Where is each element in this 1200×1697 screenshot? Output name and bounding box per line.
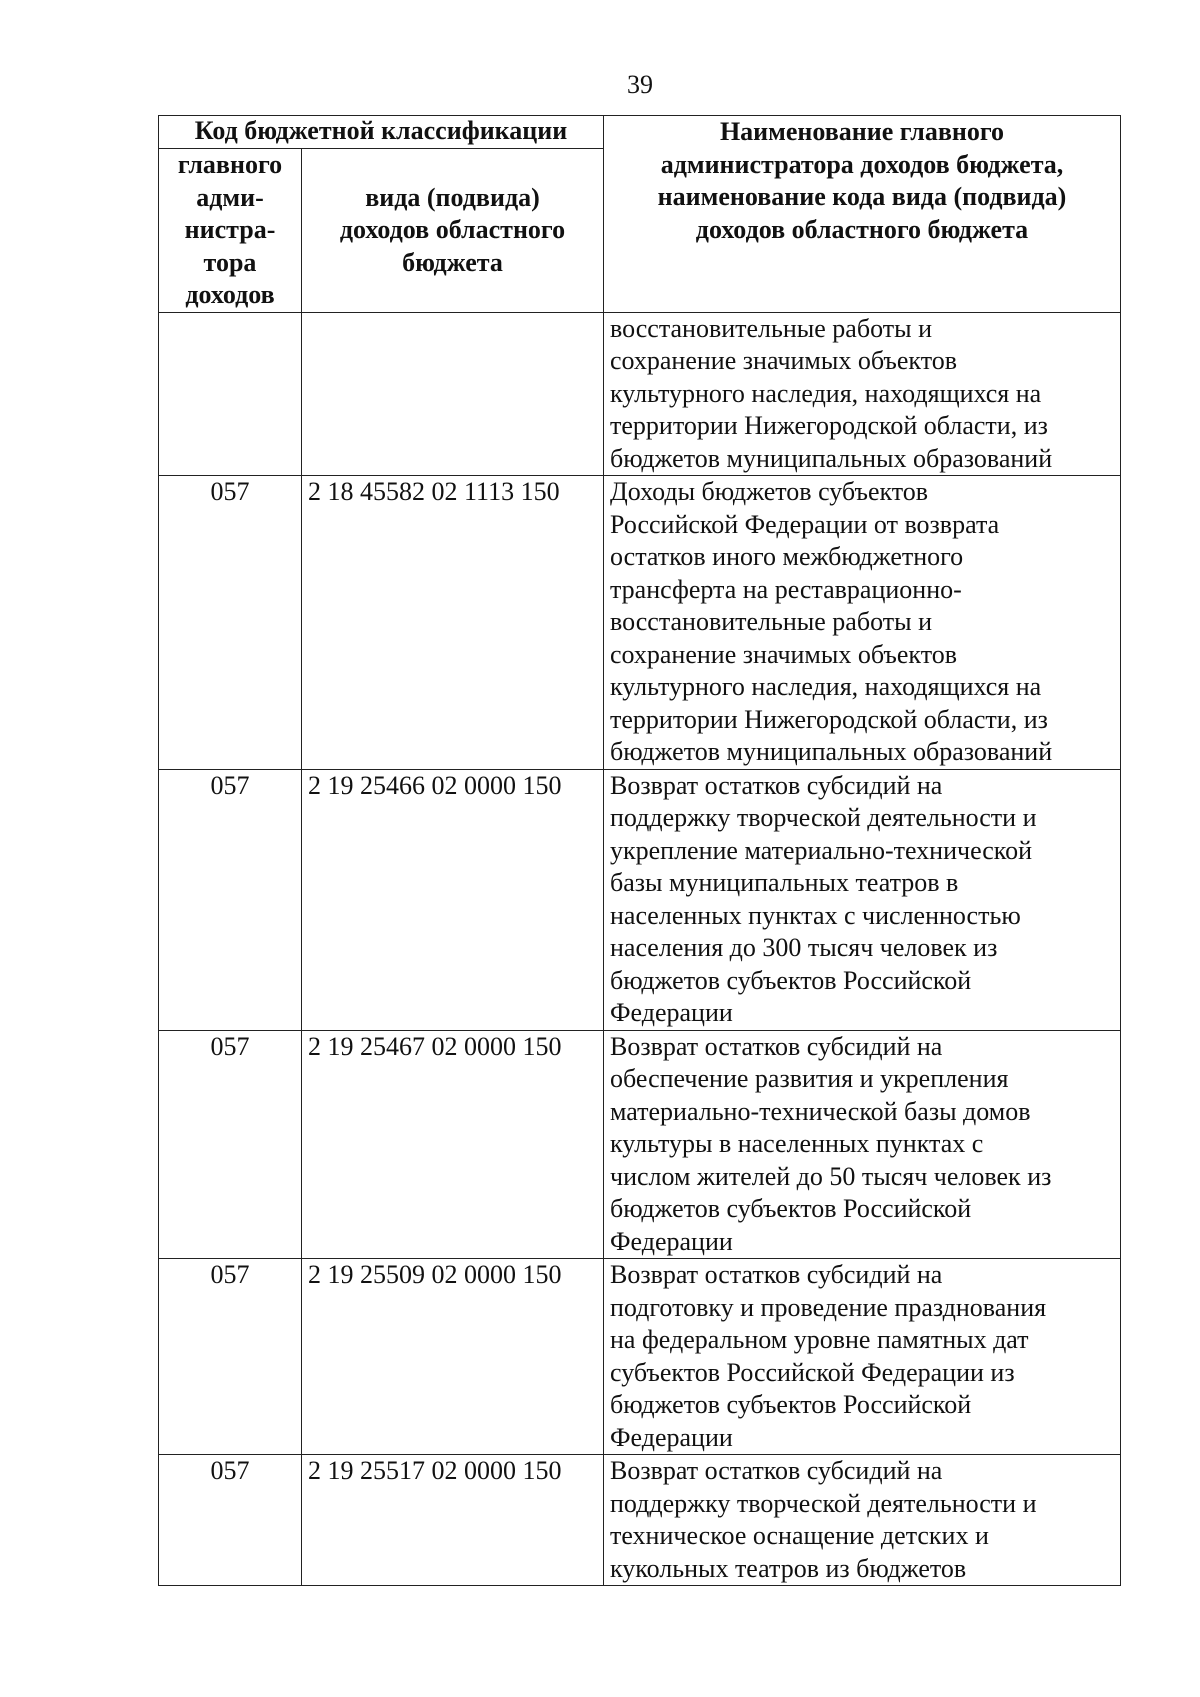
- code-column-header: [302, 149, 604, 313]
- header-line: наименование кода вида (подвида): [657, 182, 1067, 211]
- description-cell: [604, 476, 1121, 770]
- description-cell: [604, 312, 1121, 476]
- description-line: базы муниципальных театров в: [610, 868, 959, 897]
- description-line: восстановительные работы и: [610, 607, 932, 636]
- description-line: Федерации: [610, 1226, 733, 1256]
- admin-code-cell: [159, 312, 302, 476]
- header-row-group: [159, 116, 1121, 149]
- description-line: кукольных театров из бюджетов: [610, 1553, 967, 1583]
- budget-classification-table: [158, 115, 1121, 1586]
- header-line: вида (подвида): [365, 182, 540, 212]
- description-line: Возврат остатков субсидий на: [610, 770, 943, 800]
- table-row: [159, 1259, 1121, 1455]
- description-line: остатков иного межбюджетного: [610, 542, 964, 571]
- description-line: поддержку творческой деятельности и: [610, 1488, 1037, 1518]
- description-cell: [604, 1030, 1121, 1259]
- header-line: администратора доходов бюджета,: [660, 149, 1064, 179]
- description-line: трансферта на реставрационно-: [610, 574, 962, 604]
- description-line: Возврат остатков субсидий на: [610, 1260, 943, 1289]
- description-line: населения до 300 тысяч человек из: [610, 933, 998, 962]
- table-header: [159, 116, 1121, 313]
- income-code-cell: 2 18 45582 02 1113 150: [302, 476, 604, 770]
- description-line: бюджетов муниципальных образований: [610, 737, 1053, 766]
- income-code-cell: 2 19 25509 02 0000 150: [302, 1259, 604, 1455]
- header-line: доходов областного бюджета: [695, 214, 1029, 244]
- header-line: доходов областного: [339, 215, 566, 244]
- description-line: культурного наследия, находящихся на: [610, 378, 1042, 408]
- description-line: бюджетов муниципальных образований: [610, 443, 1053, 473]
- admin-code-cell: 057: [159, 1030, 302, 1259]
- income-code-cell: 2 19 25467 02 0000 150: [302, 1030, 604, 1259]
- description-line: Доходы бюджетов субъектов: [610, 477, 929, 506]
- name-column-header: [604, 116, 1121, 313]
- description-cell: [604, 1259, 1121, 1455]
- admin-code-cell: 057: [159, 769, 302, 1030]
- description-line: обеспечение развития и укрепления: [610, 1064, 1009, 1093]
- income-code-cell: [302, 312, 604, 476]
- description-line: бюджетов субъектов Российской: [610, 965, 972, 995]
- description-cell: [604, 769, 1121, 1030]
- description-line: территории Нижегородской области, из: [610, 704, 1048, 734]
- budget-code-group-header: Код бюджетной классификации: [159, 116, 604, 149]
- description-line: числом жителей до 50 тысяч человек из: [610, 1161, 1052, 1191]
- header-line: бюджета: [402, 247, 503, 277]
- description-line: Федерации: [610, 1422, 733, 1452]
- description-line: бюджетов субъектов Российской: [610, 1390, 972, 1419]
- description-line: подготовку и проведение празднования: [610, 1292, 1047, 1322]
- description-cell: [604, 1455, 1121, 1586]
- description-line: восстановительные работы и: [610, 313, 932, 343]
- description-line: культурного наследия, находящихся на: [610, 672, 1042, 701]
- table-row: [159, 1455, 1121, 1586]
- description-line: бюджетов субъектов Российской: [610, 1194, 972, 1223]
- admin-code-cell: 057: [159, 476, 302, 770]
- table-row: [159, 1030, 1121, 1259]
- admin-code-cell: 057: [159, 1455, 302, 1586]
- description-line: Российской Федерации от возврата: [610, 509, 1000, 539]
- description-line: Федерации: [610, 998, 733, 1027]
- header-line: доходов: [185, 280, 275, 309]
- income-code-cell: 2 19 25517 02 0000 150: [302, 1455, 604, 1586]
- description-line: поддержку творческой деятельности и: [610, 803, 1037, 832]
- description-line: населенных пунктах с численностью: [610, 900, 1021, 930]
- header-line: тора: [203, 247, 257, 277]
- header-line: нистра-: [184, 215, 276, 244]
- description-line: Возврат остатков субсидий на: [610, 1031, 943, 1061]
- description-line: культуры в населенных пунктах с: [610, 1129, 984, 1158]
- table-row: [159, 476, 1121, 770]
- description-line: Возврат остатков субсидий на: [610, 1456, 943, 1485]
- table-body: [159, 312, 1121, 1586]
- description-line: территории Нижегородской области, из: [610, 411, 1048, 440]
- header-line: главного: [177, 150, 283, 179]
- description-line: материально-технической базы домов: [610, 1096, 1031, 1126]
- description-line: субъектов Российской Федерации из: [610, 1357, 1015, 1387]
- admin-column-header: [159, 149, 302, 313]
- page-number: 39: [627, 70, 653, 99]
- table-row: [159, 769, 1121, 1030]
- admin-code-cell: 057: [159, 1259, 302, 1455]
- header-line: Наименование главного: [719, 117, 1005, 146]
- table-row: [159, 312, 1121, 476]
- header-line: адми-: [196, 182, 264, 212]
- description-line: сохранение значимых объектов: [610, 639, 958, 669]
- description-line: укрепление материально-технической: [610, 835, 1033, 865]
- description-line: техническое оснащение детских и: [610, 1521, 989, 1550]
- income-code-cell: 2 19 25466 02 0000 150: [302, 769, 604, 1030]
- description-line: сохранение значимых объектов: [610, 346, 958, 375]
- description-line: на федеральном уровне памятных дат: [610, 1325, 1029, 1354]
